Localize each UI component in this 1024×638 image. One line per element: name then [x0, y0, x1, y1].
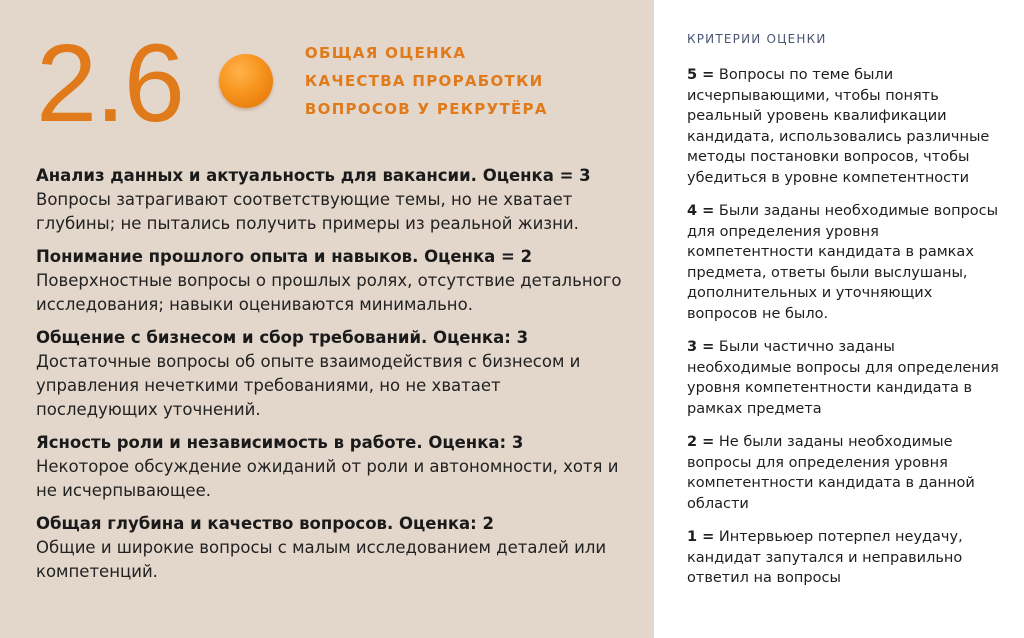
headline-line: ОБЩАЯ ОЦЕНКА	[304, 44, 467, 62]
criteria-text: Были частично заданы необходимые вопросы для определения уровня компетентности кандидата в рамках предмета	[687, 339, 999, 417]
evaluation-section	[36, 164, 624, 236]
criteria-item	[687, 337, 1000, 419]
criteria-text: Вопросы по теме были исчерпывающими, чтобы понять реальный уровень квалификации кандидата, использовались различные методы постановки вопросов, чтобы убедиться в уровне компетентности	[687, 67, 990, 186]
summary-header	[36, 22, 624, 145]
criteria-text: Не были заданы необходимые вопросы для определения уровня компетентности кандидата в данной области	[687, 434, 975, 512]
section-title: Общая глубина и качество вопросов. Оценка: 2	[36, 514, 495, 533]
criteria-panel	[654, 0, 1024, 638]
headline-line: КАЧЕСТВА ПРОРАБОТКИ	[304, 72, 544, 90]
criteria-item	[687, 65, 1000, 188]
summary-headline	[305, 39, 548, 123]
criteria-text: Были заданы необходимые вопросы для определения уровня компетентности кандидата в рамках предмета, ответы были выслушаны, дополнительных и уточняющих вопросов не было.	[687, 203, 999, 322]
criteria-score: 3 =	[687, 339, 715, 355]
criteria-score: 2 =	[687, 434, 715, 450]
headline-line: ВОПРОСОВ У РЕКРУТЁРА	[304, 100, 548, 118]
section-text: Достаточные вопросы об опыте взаимодействия с бизнесом и управления нечеткими требованиями, но не хватает последующих уточнений.	[36, 352, 581, 419]
criteria-title: КРИТЕРИИ ОЦЕНКИ	[687, 32, 827, 46]
criteria-text: Интервьюер потерпел неудачу, кандидат запутался и неправильно ответил на вопросы	[687, 529, 963, 586]
evaluation-section	[36, 431, 624, 503]
criteria-item	[687, 527, 1000, 589]
criteria-score: 5 =	[687, 67, 715, 83]
criteria-score: 4 =	[687, 203, 715, 219]
evaluation-section	[36, 512, 624, 584]
section-title: Ясность роли и независимость в работе. Оценка: 3	[36, 433, 524, 452]
section-text: Поверхностные вопросы о прошлых ролях, отсутствие детального исследования; навыки оцениваются минимально.	[36, 271, 622, 314]
overall-score: 2.6	[36, 22, 183, 145]
score-indicator-dot	[219, 54, 273, 108]
criteria-item	[687, 201, 1000, 324]
section-title: Понимание прошлого опыта и навыков. Оценка = 2	[36, 247, 533, 266]
criteria-score: 1 =	[687, 529, 715, 545]
evaluation-section	[36, 326, 624, 422]
section-text: Вопросы затрагивают соответствующие темы, но не хватает глубины; не пытались получить примеры из реальной жизни.	[36, 190, 579, 233]
section-text: Общие и широкие вопросы с малым исследованием деталей или компетенций.	[36, 538, 607, 581]
section-text: Некоторое обсуждение ожиданий от роли и автономности, хотя и не исчерпывающее.	[36, 457, 619, 500]
evaluation-section	[36, 245, 624, 317]
criteria-item	[687, 432, 1000, 514]
section-title: Анализ данных и актуальность для вакансии. Оценка = 3	[36, 166, 591, 185]
evaluation-sections	[36, 164, 624, 584]
section-title: Общение с бизнесом и сбор требований. Оценка: 3	[36, 328, 529, 347]
